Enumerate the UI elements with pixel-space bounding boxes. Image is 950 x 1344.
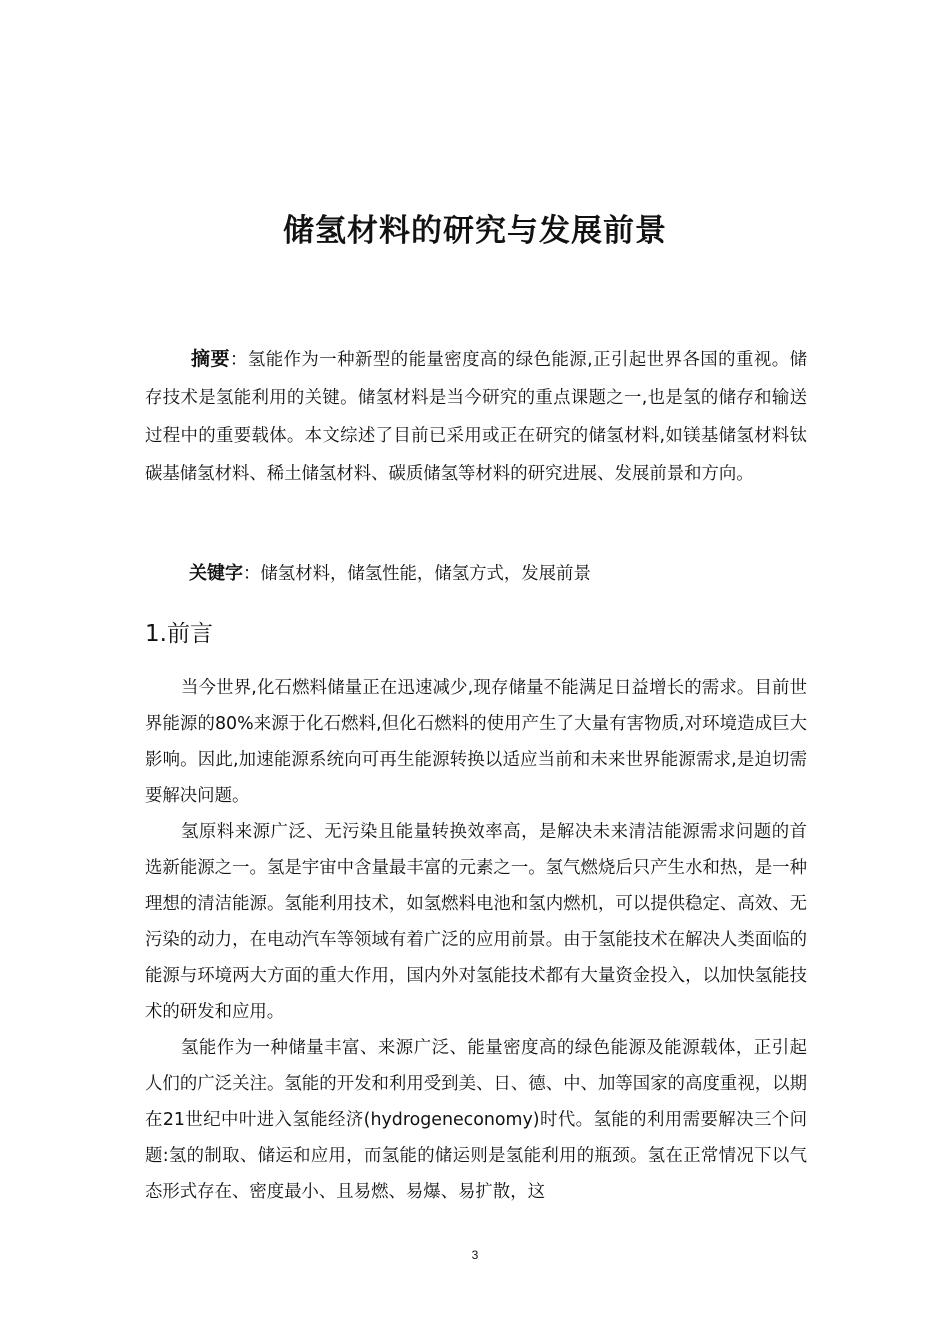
section-heading-introduction: 1.前言 [145, 621, 213, 647]
body-paragraph: 当今世界,化石燃料储量正在迅速减少,现存储量不能满足日益增长的需求。目前世界能源的80%来源于化石燃料,但化石燃料的使用产生了大量有害物质,对环境造成巨大影响。因此,加速能源系统向可再生能源转换以适应当前和未来世界能源需求,是迫切需要解决问题。 [145, 678, 807, 806]
page-number: 3 [471, 1248, 479, 1262]
keywords-label: 关键字 [189, 563, 243, 584]
keywords-paragraph [145, 556, 807, 592]
section-body [145, 670, 807, 1210]
abstract-section [145, 340, 807, 507]
body-paragraph: 氢能作为一种储量丰富、来源广泛、能量密度高的绿色能源及能源载体，正引起人们的广泛关注。氢能的开发和利用受到美、日、德、中、加等国家的高度重视，以期在21世纪中叶进入氢能经济(hydrogeneconomy)时代。氢能的利用需要解决三个问题:氢的制取、储运和应用，而氢能的储运则是氢能利用的瓶颈。氢在正常情况下以气态形式存在、密度最小、且易燃、易爆、易扩散，这 [145, 1038, 807, 1202]
document-title: 储氢材料的研究与发展前景 [283, 213, 667, 249]
keywords-separator: ： [243, 564, 261, 584]
abstract-paragraph [145, 340, 807, 493]
body-paragraph: 氢原料来源广泛、无污染且能量转换效率高，是解决未来清洁能源需求问题的首选新能源之一。氢是宇宙中含量最丰富的元素之一。氢气燃烧后只产生水和热，是一种理想的清洁能源。氢能利用技术，如氢燃料电池和氢内燃机，可以提供稳定、高效、无污染的动力，在电动汽车等领域有着广泛的应用前景。由于氢能技术在解决人类面临的能源与环境两大方面的重大作用，国内外对氢能技术都有大量资金投入，以加快氢能技术的研发和应用。 [145, 822, 807, 1022]
keywords-text: 储氢材料，储氢性能，储氢方式，发展前景 [260, 564, 591, 584]
abstract-separator: ： [229, 350, 248, 370]
abstract-text: 氢能作为一种新型的能量密度高的绿色能源,正引起世界各国的重视。储存技术是氢能利用的关键。储氢材料是当今研究的重点课题之一,也是氢的储存和输送过程中的重要载体。本文综述了目前已采用或正在研究的储氢材料,如镁基储氢材料钛碳基储氢材料、稀土储氢材料、碳质储氢等材料的研究进展、发展前景和方向。 [145, 350, 807, 484]
keywords-section [145, 556, 807, 592]
abstract-label: 摘要 [191, 348, 230, 370]
